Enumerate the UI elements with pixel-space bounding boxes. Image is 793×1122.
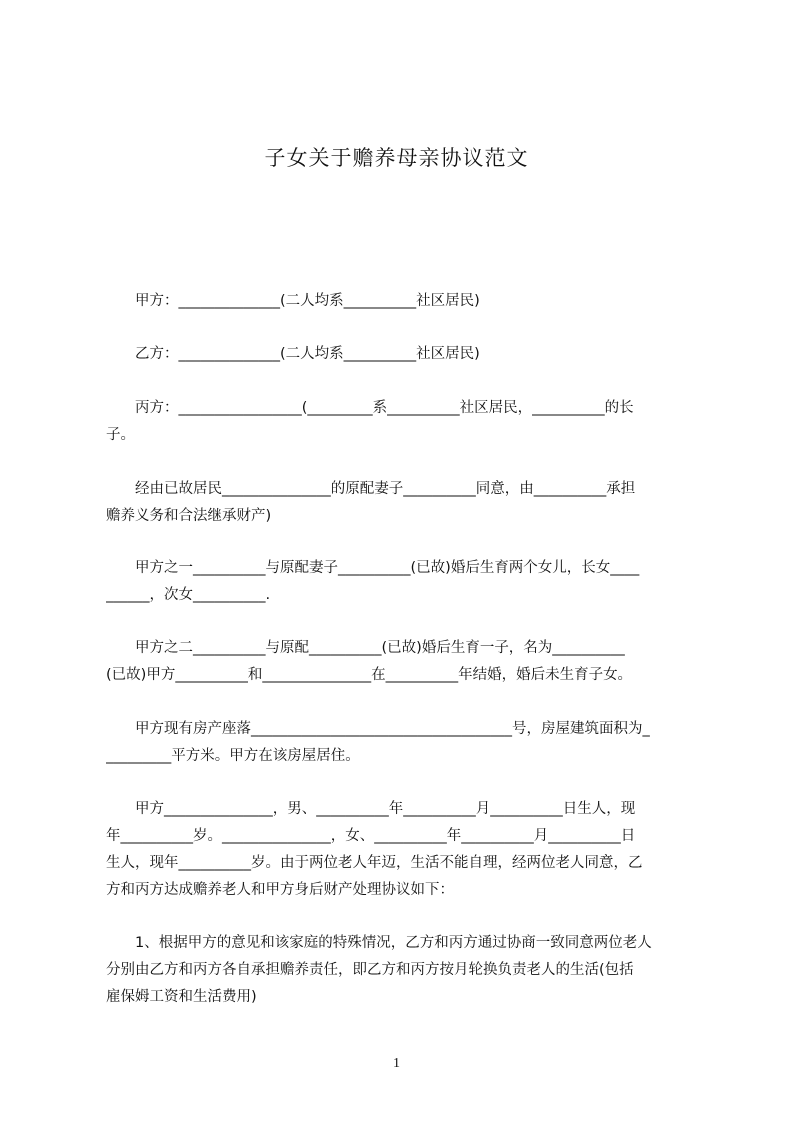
paragraph-line: ______，次女__________. — [106, 587, 271, 603]
paragraph-line: 经由已故居民_______________的原配妻子__________同意，由__________承担 — [106, 481, 636, 497]
paragraph-line: 分别由乙方和丙方各自承担赡养责任，即乙方和丙方按月轮换负责老人的生活(包括 — [106, 962, 634, 978]
paragraph-line: (已故)甲方__________和_______________在__________年结婚，婚后未生育子女。 — [106, 667, 633, 683]
paragraph-line: 雇保姆工资和生活费用) — [106, 989, 257, 1005]
document-title: 子女关于赡养母亲协议范文 — [264, 146, 529, 170]
page-number: 1 — [393, 1056, 400, 1071]
paragraph-line: 甲方之一__________与原配妻子__________(已故)婚后生育两个女儿，长女____ — [106, 560, 640, 576]
paragraph-line: 赡养义务和合法继承财产) — [106, 508, 272, 524]
paragraph-line: _________平方米。甲方在该房屋居住。 — [106, 748, 360, 764]
paragraph-line: 子。 — [106, 427, 135, 443]
paragraph-line: 1、根据甲方的意见和该家庭的特殊情况，乙方和丙方通过协商一致同意两位老人 — [106, 935, 652, 951]
paragraph-line: 年__________岁。_______________，女、__________年__________月__________日 — [106, 828, 636, 844]
paragraph-line: 生人，现年__________岁。由于两位老人年迈，生活不能自理，经两位老人同意，乙 — [106, 855, 643, 871]
paragraph-line: 甲方之二__________与原配__________(已故)婚后生育一子，名为__________ — [106, 640, 625, 656]
paragraph-line: 甲方：______________(二人均系__________社区居民) — [106, 293, 480, 309]
paragraph-line: 方和丙方达成赡养老人和甲方身后财产处理协议如下： — [106, 882, 454, 898]
paragraph-line: 丙方：_________________(_________系__________社区居民，__________的长 — [106, 400, 634, 416]
paragraph-line: 甲方_______________，男、__________年__________月__________日生人，现 — [106, 801, 636, 817]
paragraph-line: 乙方：______________(二人均系__________社区居民) — [106, 346, 480, 362]
paragraph-line: 甲方现有房产座落____________________________________号，房屋建筑面积为_ — [106, 721, 650, 737]
